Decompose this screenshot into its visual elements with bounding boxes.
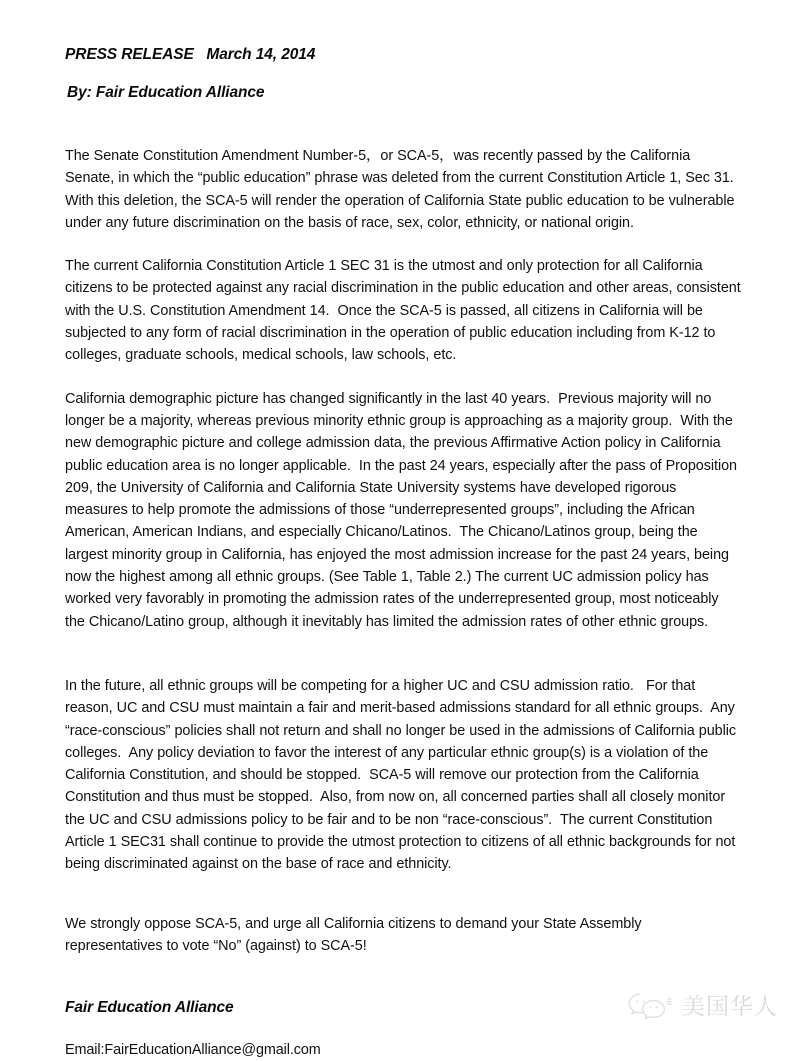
press-release-byline: By: Fair Education Alliance [67,84,265,101]
press-release-title: PRESS RELEASE March 14, 2014 [65,46,316,63]
signature-email: Email:FairEducationAlliance@gmail.com [65,1042,321,1059]
paragraph-4: In the future, all ethnic groups will be competing for a higher UC and CSU admission ratio. For that reason, UC and CSU must maintain a fair and merit-based admissions standard for all ethnic groups. Any “race-conscious” policies shall not return and shall no longer be used in the admissions of California public colleges. Any policy deviation to favor the interest of any particular ethnic group(s) is a violation of the California Constitution, and should be stopped. SCA-5 will remove our protection from the California Constitution and thus must be stopped. Also, from now on, all concerned parties shall all closely monitor the UC and CSU admissions policy to be fair and to be non “race-conscious”. The current Constitution Article 1 SEC31 shall continue to provide the utmost protection to citizens of all ethnic backgrounds for not being discriminated against on the base of race and ethnicity. [65,677,741,873]
watermark-label: 美国华人 [682,993,778,1020]
document-body [65,44,745,1061]
paragraph-2: The current California Constitution Article 1 SEC 31 is the utmost and only protection for all California citizens to be protected against any racial discrimination in the public education and other areas, consistent with the U.S. Constitution Amendment 14. Once the SCA-5 is passed, all citizens in California will be subjected to any form of racial discrimination in the operation of public education including from K-12 to colleges, graduate schools, medical schools, law schools, etc. [65,258,745,364]
paragraph-5: We strongly oppose SCA-5, and urge all California citizens to demand your State Assembly representatives to vote “No” (against) to SCA-5! [65,915,646,954]
signature-organization: Fair Education Alliance [65,999,234,1017]
paragraph-1: The Senate Constitution Amendment Number-5，or SCA-5，was recently passed by the California Senate, in which the “public education” phrase was deleted from the current Constitution Article 1, Sec 31. With this deletion, the SCA-5 will render the operation of California State public education to be vulnerable under any future discrimination on the basis of race, sex, color, ethnicity, or national origin. [65,148,742,231]
paragraph-3: California demographic picture has changed significantly in the last 40 years. Previous majority will no longer be a majority, whereas previous minority ethnic group is approaching as a majority group. With the new demographic picture and college admission data, the previous Affirmative Action policy in California public education area is no longer applicable. In the past 24 years, especially after the pass of Proposition 209, the University of California and California State University systems have developed rigorous measures to help promote the admissions of those “underrepresented groups”, including the African American, American Indians, and especially Chicano/Latinos. The Chicano/Latinos group, being the largest minority group in California, has enjoyed the most admission increase for the past 24 years, being now the highest among all ethnic groups. (See Table 1, Table 2.) The current UC admission policy has worked very favorably in promoting the admission rates of the underrepresented group, most noticeably the Chicano/Latino group, although it inevitably has limited the admission rates of other ethnic groups. [65,390,742,630]
